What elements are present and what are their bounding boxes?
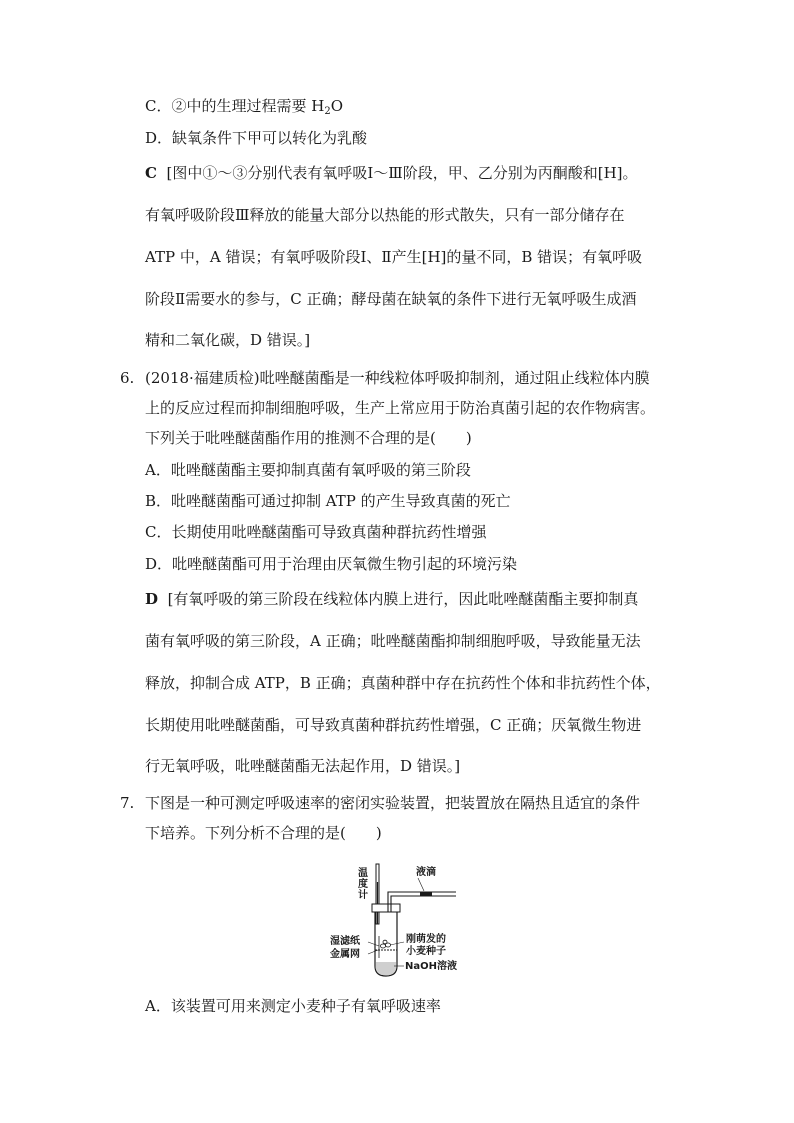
q7-stem-line-2: 下培养。下列分析不合理的是( ) (145, 824, 382, 842)
respiration-apparatus-figure (328, 862, 458, 980)
q6-explanation-line-1 (145, 589, 638, 609)
naoh-solution (376, 962, 397, 975)
label-seeds-1: 刚萌发的 (406, 934, 446, 945)
q5-option-c-tail: O (330, 97, 344, 115)
q6-explanation-line-4: 长期使用吡唑醚菌酯，可导致真菌种群抗药性增强，C 正确；厌氧微生物进 (145, 716, 642, 734)
q5-explanation-line-3: ATP 中，A 错误；有氧呼吸阶段Ⅰ、Ⅱ产生[H]的量不同，B 错误；有氧呼吸 (145, 248, 643, 266)
label-metal-mesh: 金属网 (330, 949, 360, 960)
q6-answer-letter: D (145, 590, 159, 608)
label-seeds-2: 小麦种子 (406, 946, 446, 957)
q6-explanation-line-2: 菌有氧呼吸的第三阶段，A 正确；吡唑醚菌酯抑制细胞呼吸，导致能量无法 (145, 632, 641, 650)
q5-option-c-subscript: 2 (324, 106, 331, 117)
q7-number: 7. (120, 794, 135, 812)
q5-option-c-text: C．②中的生理过程需要 H (145, 97, 325, 115)
q6-stem-line-3: 下列关于吡唑醚菌酯作用的推测不合理的是( ) (145, 429, 472, 447)
q6-option-a: A．吡唑醚菌酯主要抑制真菌有氧呼吸的第三阶段 (145, 461, 471, 479)
q6-stem-line-1: (2018·福建质检)吡唑醚菌酯是一种线粒体呼吸抑制剂，通过阻止线粒体内膜 (145, 369, 650, 387)
q7-stem-line-1: 下图是一种可测定呼吸速率的密闭实验装置，把装置放在隔热且适宜的条件 (145, 794, 641, 812)
q5-explanation-line-5: 精和二氧化碳，D 错误。] (145, 331, 311, 349)
q5-answer-letter: C (145, 164, 157, 182)
q6-explanation-line-5: 行无氧呼吸，吡唑醚菌酯无法起作用，D 错误。] (145, 757, 461, 775)
q6-option-d: D．吡唑醚菌酯可用于治理由厌氧微生物引起的环境污染 (145, 555, 518, 573)
q5-explanation-line-2: 有氧呼吸阶段Ⅲ释放的能量大部分以热能的形式散失，只有一部分储存在 (145, 206, 625, 224)
stopper (372, 904, 400, 912)
liquid-droplet (420, 892, 432, 896)
q5-option-c (145, 96, 343, 122)
label-naoh: NaOH溶液 (405, 961, 457, 972)
q5-explanation-line-4: 阶段Ⅱ需要水的参与，C 正确；酵母菌在缺氧的条件下进行无氧呼吸生成酒 (145, 290, 637, 308)
label-thermometer-1: 温 (358, 868, 368, 879)
q6-explanation-text-1: [有氧呼吸的第三阶段在线粒体内膜上进行，因此吡唑醚菌酯主要抑制真 (167, 590, 639, 608)
q6-stem-line-2: 上的反应过程而抑制细胞呼吸，生产上常应用于防治真菌引起的农作物病害。 (145, 399, 656, 417)
q5-explanation-text-1: [图中①～③分别代表有氧呼吸Ⅰ～Ⅲ阶段，甲、乙分别为丙酮酸和[H]。 (166, 164, 638, 182)
wheat-seeds (381, 940, 391, 948)
label-filter-paper: 湿滤纸 (330, 936, 360, 947)
q7-option-a: A．该装置可用来测定小麦种子有氧呼吸速率 (145, 997, 441, 1015)
q5-explanation-line-1 (145, 163, 638, 183)
label-thermometer-3: 计 (358, 890, 368, 901)
label-droplet: 液滴 (416, 867, 436, 878)
q6-number: 6. (120, 369, 135, 387)
q6-option-b: B．吡唑醚菌酯可通过抑制 ATP 的产生导致真菌的死亡 (145, 492, 511, 510)
label-thermometer-2: 度 (358, 879, 368, 890)
q5-option-d: D．缺氧条件下甲可以转化为乳酸 (145, 129, 368, 147)
q6-option-c: C．长期使用吡唑醚菌酯可导致真菌种群抗药性增强 (145, 523, 487, 541)
q6-explanation-line-3: 释放，抑制合成 ATP，B 正确；真菌种群中存在抗药性个体和非抗药性个体， (145, 674, 661, 692)
